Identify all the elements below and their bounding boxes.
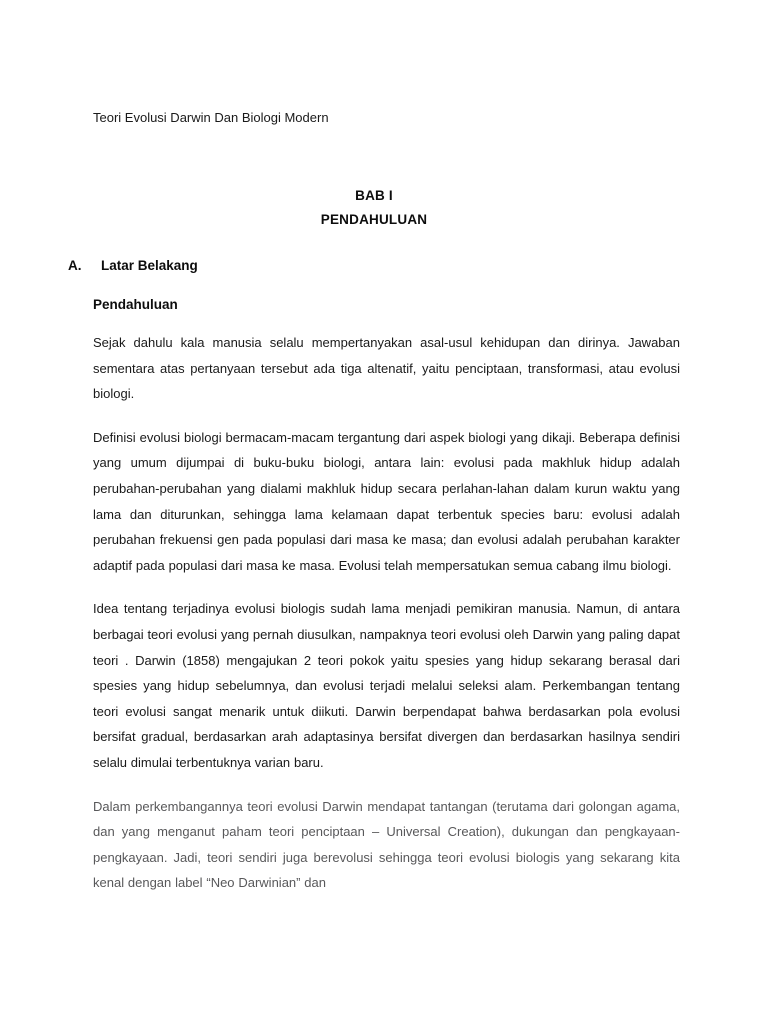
chapter-number: BAB I bbox=[355, 188, 393, 203]
section-title: Latar Belakang bbox=[101, 258, 198, 273]
section-letter: A. bbox=[68, 258, 82, 273]
running-header: Teori Evolusi Darwin Dan Biologi Modern bbox=[93, 110, 329, 125]
body-paragraph: Definisi evolusi biologi bermacam-macam tergantung dari aspek biologi yang dikaji. Beberapa definisi yang umum dijumpai di buku-buku biologi, antara lain: evolusi pada makhluk hidup adalah perubahan-perubahan yang dialami makhluk hidup secara perlahan-lahan dalam kurun waktu yang lama dan diturunkan, sehingga lama kelamaan dapat terbentuk species baru: evolusi adalah perubahan frekuensi gen pada populasi dari masa ke masa; dan evolusi adalah perubahan karakter adaptif pada populasi dari masa ke masa. Evolusi telah mempersatukan semua cabang ilmu biologi. bbox=[93, 429, 680, 573]
subsection-title: Pendahuluan bbox=[93, 297, 178, 312]
body-paragraph: Idea tentang terjadinya evolusi biologis sudah lama menjadi pemikiran manusia. Namun, di antara berbagai teori evolusi yang pernah diusulkan, nampaknya teori evolusi oleh Darwin yang paling dapat teori . Darwin (1858) mengajukan 2 teori pokok yaitu spesies yang hidup sekarang berasal dari spesies yang hidup sebelumnya, dan evolusi terjadi melalui seleksi alam. Perkembangan tentang teori evolusi sangat menarik untuk diikuti. Darwin berpendapat bahwa berdasarkan pola evolusi bersifat gradual, berdasarkan arah adaptasinya bersifat divergen dan berdasarkan hasilnya sendiri selalu dimulai terbentuknya varian baru. bbox=[93, 601, 680, 770]
body-paragraph: Sejak dahulu kala manusia selalu mempertanyakan asal-usul kehidupan dan dirinya. Jawaban sementara atas pertanyaan tersebut ada tiga altenatif, yaitu penciptaan, transformasi, atau evolusi biologi. bbox=[93, 335, 680, 402]
section-heading bbox=[68, 258, 680, 273]
chapter-title-block bbox=[68, 184, 680, 232]
document-content bbox=[68, 108, 680, 909]
chapter-title: PENDAHULUAN bbox=[320, 212, 428, 227]
body-paragraph-clipped: Dalam perkembangannya teori evolusi Darwin mendapat tantangan (terutama dari golongan agama, dan yang menganut paham teori penciptaan – Universal Creation), dukungan dan pengkayaan-pengkayaan. Jadi, teori sendiri juga berevolusi sehingga teori evolusi biologis yang sekarang kita kenal dengan label “Neo Darwinian” dan bbox=[93, 798, 680, 891]
